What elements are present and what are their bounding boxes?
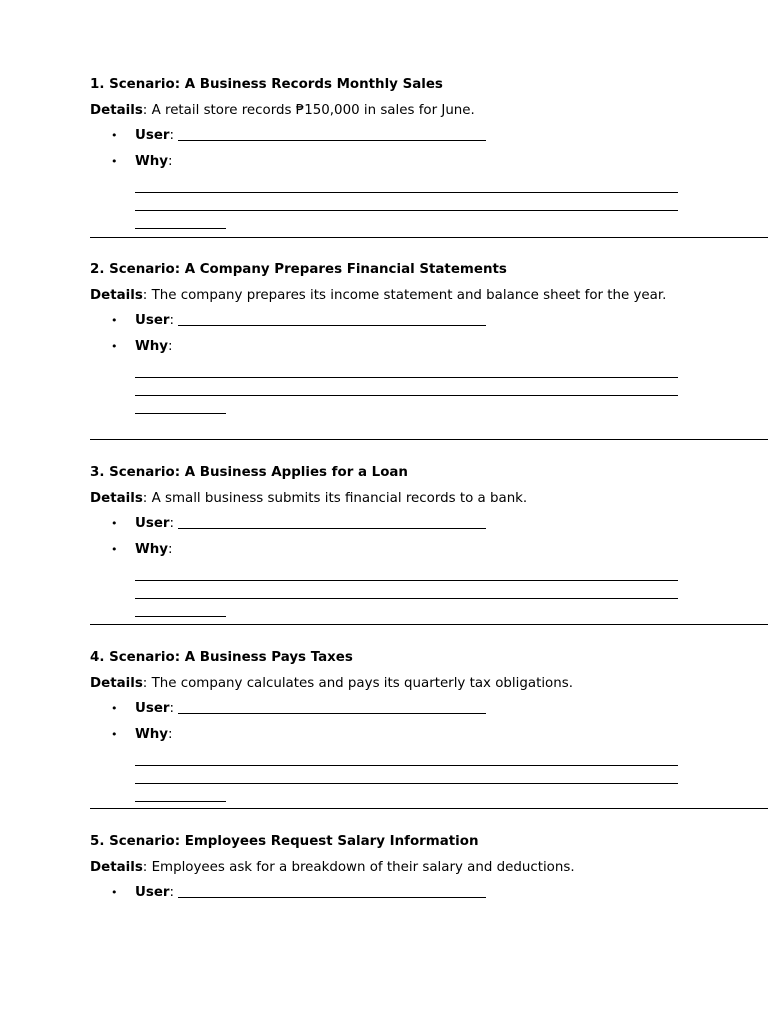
bullet-icon: • [111,517,118,530]
details-text: : A retail store records ₱150,000 in sales for June. [142,103,475,118]
why-answer-line[interactable] [135,784,226,802]
section-divider [90,808,768,809]
why-answer-lines[interactable] [135,563,678,617]
why-answer-item [90,726,768,744]
answer-list [90,700,768,744]
scenario-2 [90,261,768,414]
user-answer-item [90,312,768,330]
scenario-details [90,859,680,876]
scenario-details [90,490,680,507]
bullet-icon: • [111,340,118,353]
colon: : [168,339,173,354]
user-label: User [135,701,170,716]
details-text: : The company calculates and pays its quarterly tax obligations. [142,676,573,691]
details-label: Details [90,103,143,118]
why-answer-line[interactable] [135,748,678,766]
bullet-icon: • [111,702,118,715]
why-label: Why [135,727,169,742]
colon: : [169,128,175,143]
details-label: Details [90,288,143,303]
why-answer-line[interactable] [135,563,678,581]
why-answer-item [90,153,768,171]
user-answer-blank[interactable] [178,884,486,898]
scenario-1 [90,76,768,229]
user-answer-blank[interactable] [178,312,486,326]
details-label: Details [90,491,143,506]
details-text: : A small business submits its financial records to a bank. [142,491,528,506]
user-answer-item [90,127,768,145]
why-answer-lines[interactable] [135,360,678,414]
user-label: User [135,885,170,900]
bullet-icon: • [111,543,118,556]
user-label: User [135,128,170,143]
user-answer-blank[interactable] [178,127,486,141]
scenario-details [90,675,680,692]
colon: : [169,313,175,328]
scenario-details [90,102,680,119]
why-answer-line[interactable] [135,599,226,617]
details-label: Details [90,676,143,691]
scenario-details [90,287,680,304]
colon: : [168,542,173,557]
section-divider [90,237,768,238]
answer-list [90,515,768,559]
scenario-4 [90,649,768,802]
bullet-icon: • [111,155,118,168]
why-answer-line[interactable] [135,175,678,193]
colon: : [169,516,175,531]
user-label: User [135,516,170,531]
why-answer-line[interactable] [135,396,226,414]
answer-list [90,312,768,356]
details-label: Details [90,860,143,875]
scenario-3 [90,464,768,617]
why-answer-line[interactable] [135,378,678,396]
why-label: Why [135,542,169,557]
bullet-icon: • [111,728,118,741]
bullet-icon: • [111,314,118,327]
why-answer-item [90,338,768,356]
bullet-icon: • [111,886,118,899]
why-label: Why [135,154,169,169]
section-divider [90,439,768,440]
colon: : [168,154,173,169]
why-answer-line[interactable] [135,193,678,211]
why-answer-lines[interactable] [135,175,678,229]
scenario-title: 3. Scenario: A Business Applies for a Loan [90,465,408,480]
scenario-title: 1. Scenario: A Business Records Monthly Sales [90,77,443,92]
answer-list [90,127,768,171]
colon: : [168,727,173,742]
bullet-icon: • [111,129,118,142]
colon: : [169,885,175,900]
details-text: : Employees ask for a breakdown of their salary and deductions. [142,860,575,875]
why-answer-line[interactable] [135,581,678,599]
user-answer-blank[interactable] [178,515,486,529]
scenario-title: 4. Scenario: A Business Pays Taxes [90,650,353,665]
why-label: Why [135,339,169,354]
user-label: User [135,313,170,328]
user-answer-blank[interactable] [178,700,486,714]
why-answer-item [90,541,768,559]
user-answer-item [90,884,768,902]
user-answer-item [90,515,768,533]
scenario-title: 2. Scenario: A Company Prepares Financial Statements [90,262,507,277]
details-text: : The company prepares its income statement and balance sheet for the year. [142,288,667,303]
scenario-title: 5. Scenario: Employees Request Salary Information [90,834,479,849]
user-answer-item [90,700,768,718]
section-divider [90,624,768,625]
why-answer-line[interactable] [135,766,678,784]
scenario-5 [90,833,768,910]
why-answer-line[interactable] [135,211,226,229]
colon: : [169,701,175,716]
why-answer-lines[interactable] [135,748,678,802]
why-answer-line[interactable] [135,360,678,378]
answer-list [90,884,768,902]
